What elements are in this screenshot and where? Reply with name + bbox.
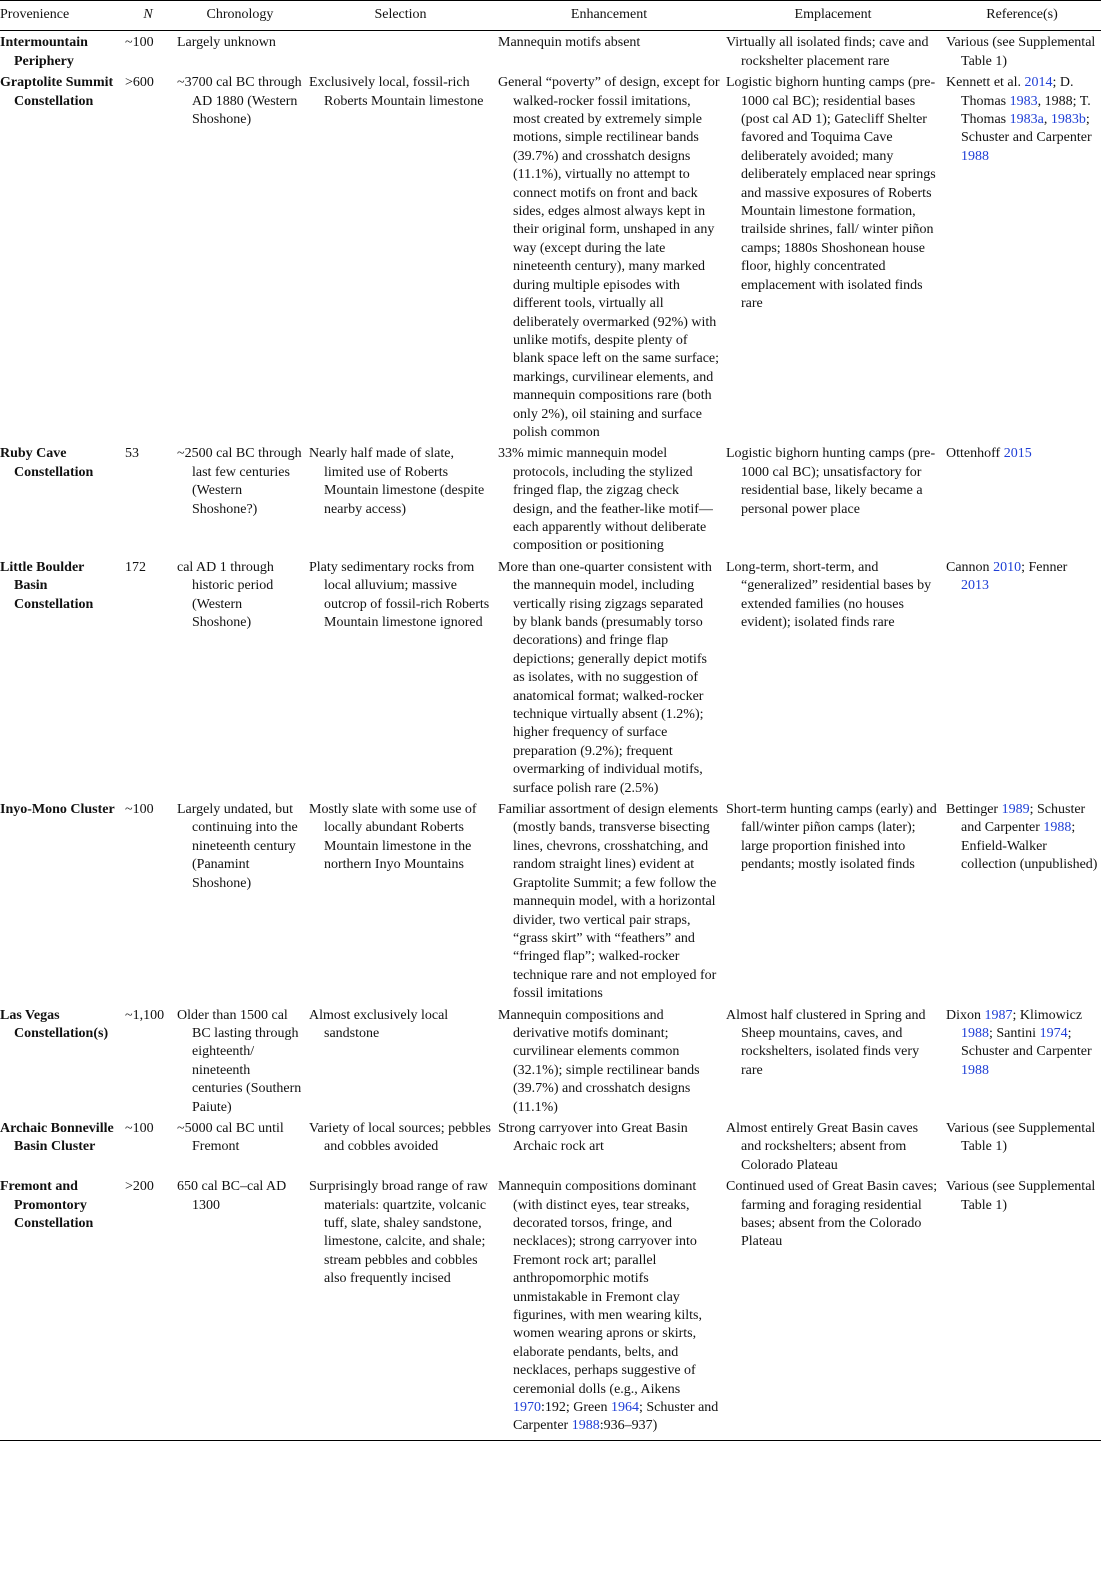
n-cell (122, 1004, 174, 1117)
reference-link[interactable]: 1964 (610, 1400, 639, 1416)
reference-text: Cannon (946, 559, 994, 575)
reference-link[interactable]: 1988 (961, 1062, 989, 1078)
selection-cell (306, 71, 495, 442)
provenience-cell (0, 71, 122, 442)
references-cell-text (946, 74, 1098, 166)
header-emplacement: Emplacement (723, 1, 943, 31)
table-header (0, 1, 1101, 31)
chronology-cell-text: ~3700 cal BC through AD 1880 (Western Shoshone) (177, 75, 302, 128)
provenience-cell (0, 442, 122, 555)
emplacement-cell-text: Continued used of Great Basin caves; farming and foraging residential bases; absent from the Colorado Plateau (726, 1179, 938, 1250)
chronology-cell-text: Largely undated, but continuing into the nineteenth century (Panamint Shoshone) (177, 802, 298, 891)
table-row (0, 31, 1101, 71)
emplacement-cell-text: Logistic bighorn hunting camps (pre-1000 cal BC); residential bases (post cal AD 1); Gatecliff Shelter favored and Toquima Cave deliberately avoided; many deliberately emplaced near springs and massive exposures of Roberts Mountain limestone formation, trailside shrines, fall/ winter piñon camps; 1880s Shoshonean house floor, highly concentrated emplacement with isolated finds rare (726, 75, 936, 312)
references-cell (943, 1004, 1101, 1117)
reference-text: ; Santini (989, 1025, 1040, 1041)
enhancement-cell-text: Familiar assortment of design elements (mostly bands, transverse bisecting lines, chevrons, crosshatching, and random straight lines) evident at Graptolite Summit; a few follow the mannequin model, with a horizontal divider, two vertical pair straps, “grass skirt” with “feathers” and “fringed flap”; walked-rocker technique rare and not employed for fossil imitations (498, 802, 719, 1002)
reference-text: Various (see Supplemental Table 1) (946, 1120, 1096, 1155)
provenience-cell (0, 1004, 122, 1117)
selection-cell (306, 1004, 495, 1117)
enhancement-cell-text (498, 1178, 720, 1436)
selection-cell-text: Surprisingly broad range of raw materials: quartzite, volcanic tuff, slate, shaley sandstone, limestone, calcite, and shale; stream pebbles and cobbles also frequently incised (309, 1179, 488, 1287)
chronology-cell-text: ~5000 cal BC until Fremont (177, 1120, 284, 1155)
emplacement-cell (723, 1004, 943, 1117)
header-chronology: Chronology (174, 1, 306, 31)
reference-link[interactable]: 1988 (571, 1418, 600, 1434)
provenience-cell (0, 1175, 122, 1440)
selection-cell-text: Exclusively local, fossil-rich Roberts Mountain limestone (309, 75, 484, 109)
reference-link[interactable]: 2015 (1003, 446, 1032, 462)
table-row (0, 798, 1101, 1003)
selection-cell-text: Platy sedimentary rocks from local alluvium; massive outcrop of fossil-rich Roberts Mountain limestone ignored (309, 559, 490, 630)
references-cell (943, 71, 1101, 442)
emplacement-cell (723, 1175, 943, 1440)
provenience-cell-text: Graptolite Summit Constellation (0, 75, 114, 109)
reference-text: Dixon (946, 1007, 985, 1023)
emplacement-cell (723, 798, 943, 1003)
selection-cell-text: Almost exclusively local sandstone (309, 1007, 449, 1041)
n-cell (122, 71, 174, 442)
reference-text: Kennett et al. (946, 75, 1025, 91)
reference-text: Ottenhoff (946, 446, 1004, 462)
enhancement-cell (495, 1004, 723, 1117)
chronology-cell (174, 442, 306, 555)
emplacement-cell (723, 442, 943, 555)
selection-cell (306, 1117, 495, 1175)
header-n: N (122, 1, 174, 31)
reference-link[interactable]: 1988 (961, 148, 989, 164)
enhancement-cell-text: Mannequin motifs absent (498, 35, 641, 51)
reference-link[interactable]: 1988 (1043, 820, 1072, 836)
enhancement-cell (495, 556, 723, 798)
provenience-cell (0, 798, 122, 1003)
references-cell (943, 442, 1101, 555)
table-row (0, 1004, 1101, 1117)
n-cell (122, 1175, 174, 1440)
reference-text: Various (see Supplemental Table 1) (946, 1179, 1096, 1213)
reference-link[interactable]: 1989 (1001, 802, 1030, 818)
references-cell (943, 1175, 1101, 1440)
references-cell-text (946, 34, 1098, 71)
reference-link[interactable]: 1983a (1009, 112, 1044, 128)
enhancement-cell (495, 1117, 723, 1175)
chronology-cell (174, 71, 306, 442)
reference-link[interactable]: 1988 (961, 1025, 989, 1041)
selection-cell (306, 798, 495, 1003)
provenience-cell (0, 556, 122, 798)
reference-text: ; Klimowicz (1012, 1007, 1083, 1023)
enhancement-cell-text: Strong carryover into Great Basin Archaic rock art (498, 1120, 688, 1155)
enhancement-cell (495, 798, 723, 1003)
emplacement-cell (723, 31, 943, 71)
enhancement-cell-text: Mannequin compositions and derivative motifs dominant; curvilinear elements common (32.1%); simple rectilinear bands (39.7%) and crosshatch designs (11.1%) (498, 1007, 700, 1115)
chronology-cell (174, 31, 306, 71)
emplacement-cell-text: Logistic bighorn hunting camps (pre-1000 cal BC); unsatisfactory for residential base, likely became a personal power place (726, 446, 936, 517)
references-cell (943, 31, 1101, 71)
provenience-cell-text: Ruby Cave Constellation (0, 446, 94, 480)
selection-cell (306, 442, 495, 555)
provenience-cell-text: Intermountain Periphery (0, 35, 88, 69)
n-cell-text: ~100 (125, 802, 154, 818)
provenience-cell (0, 31, 122, 71)
reference-link[interactable]: 2013 (961, 578, 989, 594)
n-cell-text: 172 (125, 559, 146, 575)
references-cell-text (946, 559, 1098, 596)
reference-text: Mannequin compositions dominant (with distinct eyes, tear streaks, decorated torsos, fringe, and necklaces); strong carryover into Fremont rock art; parallel anthropomorphic motifs unmistakable in Fremont clay figurines, with men wearing kilts, women wearing aprons or skirts, elaborate pendants, belts, and necklaces, perhaps suggestive of ceremonial dolls (e.g., Aikens (498, 1179, 702, 1397)
enhancement-cell-text: More than one-quarter consistent with the mannequin model, including vertically rising zigzags separated by blank bands (presumably torso decorations) and fringe flap depictions; generally depict motifs as isolates, with no suggestion of anatomical format; walked-rocker technique virtually absent (1.2%); higher frequency of surface preparation (9.2%); frequent overmarking of individual motifs, surface polish rare (2.5%) (498, 559, 712, 796)
emplacement-cell-text: Virtually all isolated finds; cave and rockshelter placement rare (726, 35, 929, 69)
table-row (0, 1175, 1101, 1440)
reference-text: Bettinger (946, 802, 1002, 818)
reference-text: ; Enfield-Walker collection (unpublished) (961, 820, 1098, 873)
emplacement-cell-text: Long-term, short-term, and “generalized” residential bases by extended families (no houses evident); isolated finds rare (726, 559, 932, 630)
chronology-cell-text: Older than 1500 cal BC lasting through eighteenth/ nineteenth centuries (Southern Paiute) (177, 1007, 302, 1115)
selection-cell (306, 1175, 495, 1440)
chronology-cell-text: Largely unknown (177, 35, 276, 51)
n-cell-text: >200 (125, 1179, 154, 1195)
reference-link[interactable]: 1983b (1050, 112, 1086, 128)
reference-link[interactable]: 2014 (1024, 75, 1053, 91)
header-selection: Selection (306, 1, 495, 31)
reference-link[interactable]: 1987 (984, 1007, 1013, 1023)
chronology-cell (174, 1004, 306, 1117)
enhancement-cell-text: General “poverty” of design, except for walked-rocker fossil imitations, most created by extremely simple motions, simple rectilinear bands (39.7%) and crosshatch designs (11.1%), virtually no attempt to connect motifs on front and back sides, edges almost always kept in their original form, unshaped in any way (except during the late nineteenth century), many marked during multiple episodes with different tools, virtually all deliberately overmarked (92%) with unlike motifs, despite plenty of blank space left on the same surface; markings, curvilinear elements, and mannequin compositions rare (both only 2%), oil staining and surface polish common (498, 75, 720, 440)
references-cell-text (946, 1178, 1098, 1215)
reference-text: ; Schuster and Carpenter (961, 802, 1086, 836)
references-cell-text (946, 801, 1098, 875)
emplacement-cell-text: Almost half clustered in Spring and Sheep mountains, caves, and rockshelters, isolated finds very rare (726, 1007, 926, 1078)
enhancement-cell (495, 71, 723, 442)
references-cell-text (946, 1120, 1098, 1157)
n-cell-text: ~1,100 (125, 1007, 165, 1023)
enhancement-cell (495, 31, 723, 71)
chronology-cell-text: 650 cal BC–cal AD 1300 (177, 1179, 287, 1213)
reference-text: ; Schuster and Carpenter (513, 1400, 719, 1434)
header-provenience: Provenience (0, 1, 122, 31)
references-cell-text (946, 445, 1098, 463)
selection-cell (306, 31, 495, 71)
provenience-cell (0, 1117, 122, 1175)
reference-link[interactable]: 2010 (993, 559, 1022, 575)
header-enhancement: Enhancement (495, 1, 723, 31)
emplacement-cell (723, 71, 943, 442)
n-cell-text: ~100 (125, 1120, 154, 1136)
references-cell (943, 1117, 1101, 1175)
chronology-cell-text: cal AD 1 through historic period (Western Shoshone) (177, 559, 274, 630)
n-cell-text: 53 (125, 446, 139, 462)
provenience-cell-text: Fremont and Promontory Constellation (0, 1179, 94, 1231)
reference-text: , 1988; T. Thomas (961, 93, 1091, 128)
n-cell (122, 1117, 174, 1175)
n-cell (122, 31, 174, 71)
n-cell-text: ~100 (125, 35, 154, 51)
selection-cell-text: Mostly slate with some use of locally abundant Roberts Mountain limestone in the northern Inyo Mountains (309, 802, 477, 873)
n-cell-text: >600 (125, 75, 154, 91)
selection-cell (306, 556, 495, 798)
provenience-cell-text: Archaic Bonneville Basin Cluster (0, 1120, 114, 1155)
table-row (0, 1117, 1101, 1175)
n-cell (122, 798, 174, 1003)
table-row (0, 556, 1101, 798)
provenience-cell-text: Little Boulder Basin Constellation (0, 559, 94, 612)
reference-text: Various (see Supplemental Table 1) (946, 35, 1096, 69)
header-references: Reference(s) (943, 1, 1101, 31)
provenience-cell-text: Inyo-Mono Cluster (0, 802, 115, 818)
reference-text: , (1043, 112, 1051, 128)
reference-link[interactable]: 1983 (1009, 93, 1038, 109)
emplacement-cell-text: Almost entirely Great Basin caves and rockshelters; absent from Colorado Plateau (726, 1120, 919, 1173)
chronology-cell (174, 798, 306, 1003)
table-row (0, 71, 1101, 442)
reference-text: ; Schuster and Carpenter (961, 1025, 1092, 1060)
enhancement-cell (495, 442, 723, 555)
reference-text: ; Schuster and Carpenter (961, 112, 1092, 146)
selection-cell-text: Nearly half made of slate, limited use of Roberts Mountain limestone (despite nearby access) (309, 446, 485, 517)
references-cell (943, 798, 1101, 1003)
emplacement-cell-text: Short-term hunting camps (early) and fall/winter piñon camps (later); large proportion finished into pendants; mostly isolated finds (726, 802, 937, 873)
enhancement-cell (495, 1175, 723, 1440)
references-cell-text (946, 1007, 1098, 1081)
reference-text: :936–937) (599, 1418, 658, 1434)
chronology-cell-text: ~2500 cal BC through last few centuries (Western Shoshone?) (177, 446, 302, 517)
reference-text: ; D. Thomas (961, 75, 1074, 109)
emplacement-cell (723, 1117, 943, 1175)
emplacement-cell (723, 556, 943, 798)
references-cell (943, 556, 1101, 798)
reference-text: ; Fenner (1021, 559, 1068, 575)
chronology-cell (174, 1175, 306, 1440)
chronology-cell (174, 1117, 306, 1175)
provenience-cell-text: Las Vegas Constellation(s) (0, 1007, 109, 1041)
table-body (0, 31, 1101, 1440)
reference-text: :192; Green (541, 1400, 611, 1416)
n-cell (122, 556, 174, 798)
n-cell (122, 442, 174, 555)
table-row (0, 442, 1101, 555)
chronology-cell (174, 556, 306, 798)
enhancement-cell-text: 33% mimic mannequin model protocols, including the stylized fringed flap, the zigzag check design, and the feather-like motif—each apparently without deliberate composition or positioning (498, 446, 713, 554)
reference-link[interactable]: 1974 (1039, 1025, 1068, 1041)
selection-cell-text: Variety of local sources; pebbles and cobbles avoided (309, 1120, 491, 1155)
reference-link[interactable]: 1970 (513, 1400, 541, 1416)
